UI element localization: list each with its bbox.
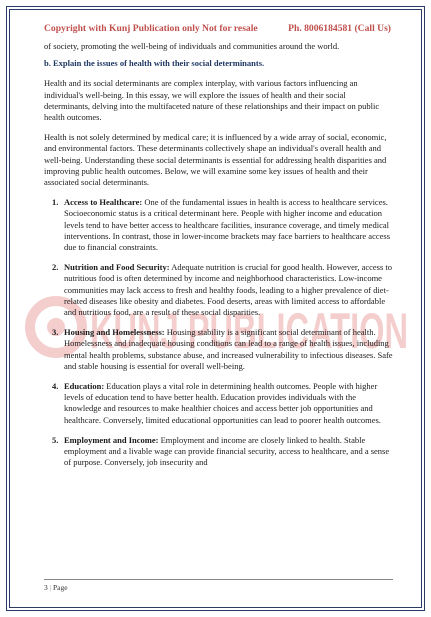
page-label: Page: [53, 583, 68, 592]
list-item-text: One of the fundamental issues in health is access to healthcare services. Socioeconomic status is a critical determinant here. People with higher income and education levels tend to have better access to healthcare facilities, insurance coverage, and timely medical interventions. In contrast, those in lower-income brackets may face barriers to healthcare access due to financial constraints.: [64, 197, 390, 253]
list-item-text: Education plays a vital role in determining health outcomes. People with higher levels of education tend to have better health. Education provides individuals with the knowledge and resources to make healthier choices and access better job opportunities and healthcare. Conversely, limited educational opportunities can lead to poorer health outcomes.: [64, 381, 381, 425]
page-number: 3: [44, 583, 48, 592]
list-item-term: Employment and Income:: [64, 434, 159, 445]
list-item-text: Adequate nutrition is crucial for good health. However, access to nutritious food is often determined by income and neighborhood characteristics. Low-income communities may lack access to fresh and healthy foods, leading to a higher prevalence of diet-related diseases like obesity and diabetes. Food deserts, areas with limited access to affordable and nutritious food, are a result of these social disparities.: [64, 262, 393, 318]
list-item-employment: [44, 435, 393, 469]
page-header: [44, 23, 391, 34]
page-footer: [44, 579, 393, 592]
list-item-education: [44, 381, 393, 426]
list-item-number: 1.: [52, 197, 59, 208]
section-heading: b. Explain the issues of health with their social determinants.: [44, 58, 265, 69]
list-item-housing: [44, 327, 393, 372]
header-phone: Ph. 8006184581 (Call Us): [288, 23, 391, 34]
list-item-term: Access to Healthcare:: [64, 197, 143, 208]
list-item-number: 5.: [52, 434, 59, 445]
list-item-text: Housing stability is a significant social determinant of health. Homelessness and inadequate housing conditions can lead to a range of health issues, including mental health problems, substance abuse, and increased vulnerability to infectious diseases. Safe and stable housing is essential for overall well-being.: [64, 327, 393, 371]
page-content: [44, 41, 393, 478]
list-item-term: Nutrition and Food Security:: [64, 262, 170, 273]
list-item-number: 4.: [52, 381, 59, 392]
watermark-text: KUNJ PUBLICATION: [90, 303, 408, 359]
list-item-term: Education:: [64, 381, 105, 392]
list-item-nutrition: [44, 262, 393, 318]
list-item-access-to-healthcare: [44, 197, 393, 253]
list-item-term: Housing and Homelessness:: [64, 327, 165, 338]
intro-tail-paragraph: of society, promoting the well-being of individuals and communities around the world.: [44, 41, 340, 51]
list-item-number: 3.: [52, 327, 59, 338]
footer-separator: |: [49, 583, 52, 592]
list-item-number: 2.: [52, 262, 59, 273]
paragraph-2: Health is not solely determined by medical care; it is influenced by a wide array of social, economic, and environmental factors. These determinants collectively shape an individual's overall health and well-being. Understanding these social determinants is essential for addressing health disparities and improving public health outcomes. Below, we will examine some key issues of health and their associated social determinants.: [44, 132, 387, 188]
list-item-text: Employment and income are closely linked to health. Stable employment and a livable wage can provide financial security, access to healthcare, and a sense of purpose. Conversely, job insecurity and: [64, 434, 390, 468]
issues-list: [44, 197, 393, 468]
header-copyright: Copyright with Kunj Publication only Not for resale: [44, 23, 258, 34]
paragraph-1: Health and its social determinants are complex interplay, with various factors influencing an individual's well-being. In this essay, we will explore the issues of health and their social determinants, delving into the multifaceted nature of these relationships and their impact on public health outcomes.: [44, 78, 380, 123]
